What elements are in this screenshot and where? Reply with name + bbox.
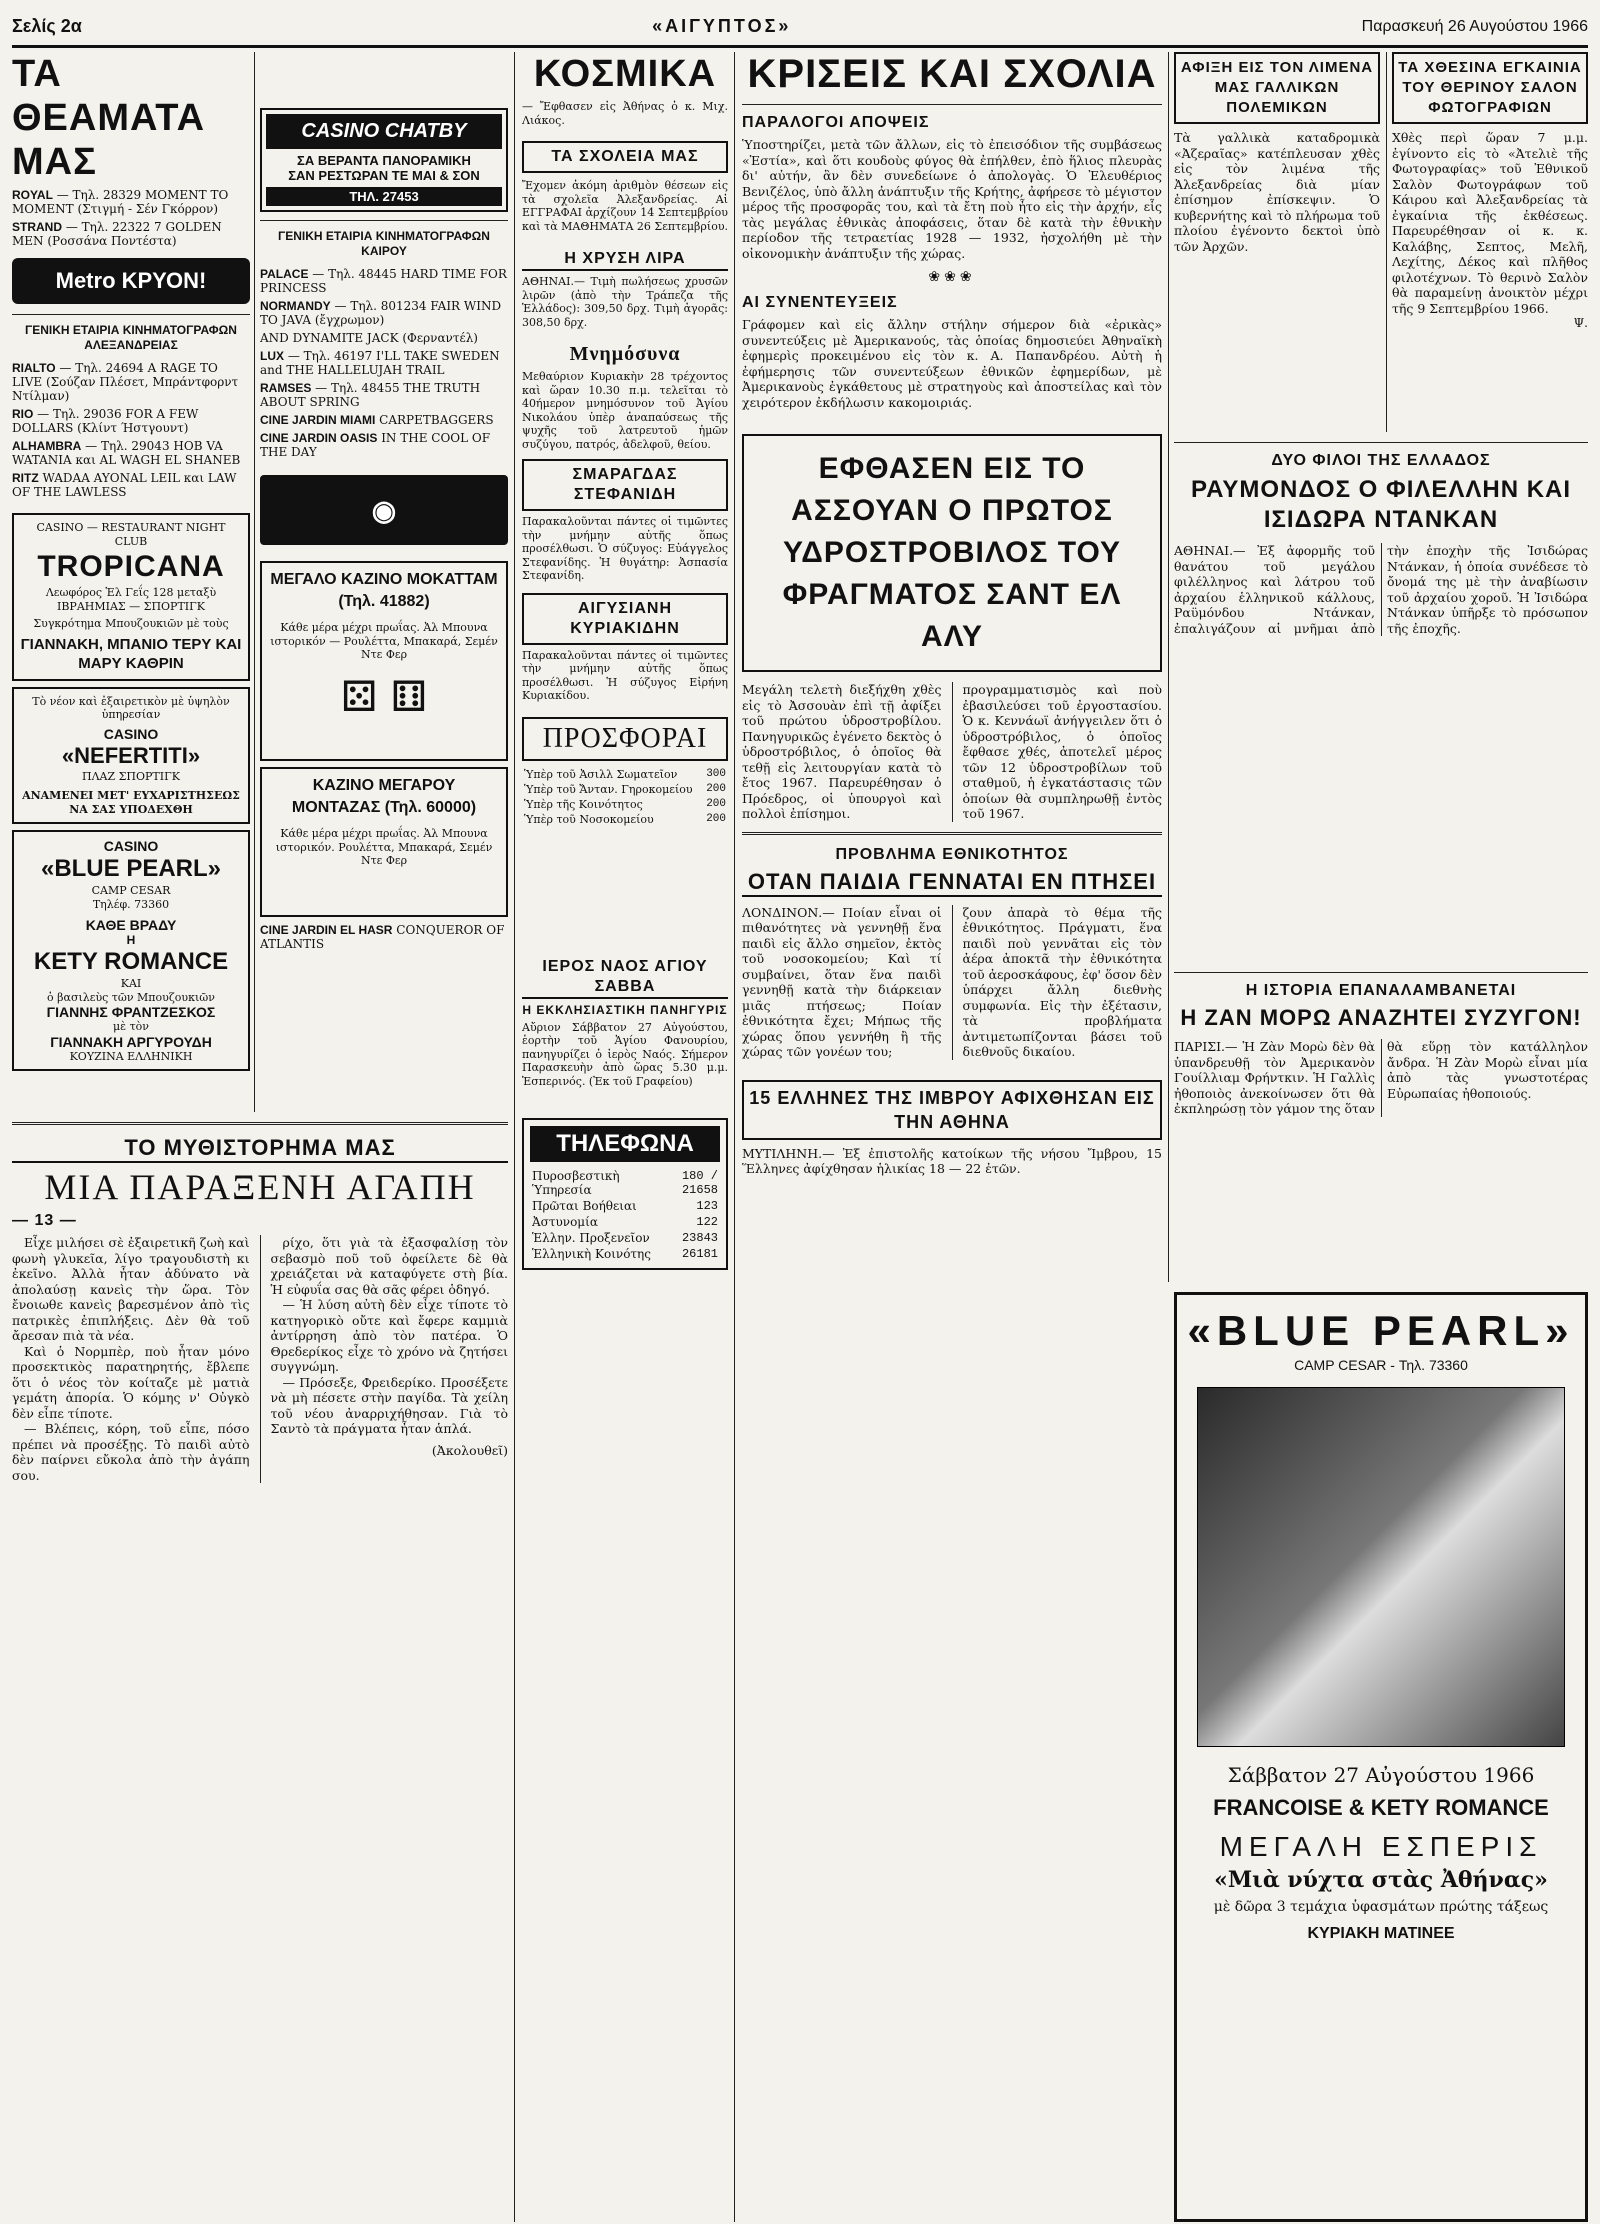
tropicana-name: TROPICANA [37, 550, 225, 583]
critiques-heading: ΚΡΙΣΕΙΣ ΚΑΙ ΣΧΟΛΙΑ [747, 52, 1157, 96]
novel-col-b: ρίχο, ὅτι γιὰ τὰ ἐξασφαλίσῃ τὸν σεβασμὸ ποῦ τοῦ ὀφείλετε δὲ θὰ χρειάζεται νὰ καταφύγετε στὴ βία. Ἡ εὐφυΐα σας θὰ σᾶς φέρει ὁδηγό. — Ἡ λύση αὐτὴ δὲν εἶχε τίποτε τὸ κατηγορικὸ οὔτε καὶ ἔφερε καμμιὰ ἀντίρρηση ἀπὸ τὸν πατέρα. Ὁ Θρεδερίκος εἶχε τὸ χρόνο νὰ ζητήσει συγγνώμη. — Πρόσεξε, Φρειδερίκο. Προσέξετε νὰ μὴ πέσετε στὴν παγίδα. Τὰ χείλη τοῦ νέου ἀναρριχήθησαν. Γιὰ τὸ Σαντὸ τὰ πράγματα ἦταν ἁπλά. (Ἀκολουθεῖ) [270, 1235, 508, 1458]
table-row: Ἑλληνικὴ Κοινότης 26181 [532, 1247, 718, 1261]
section-ornament: ❀❀❀ [928, 269, 976, 285]
gold-heading: Η ΧΡΥΣΗ ΛΙΡΑ [522, 249, 728, 271]
memorial-heading: Μνημόσυνα [569, 343, 681, 365]
column-critiques: ΚΡΙΣΕΙΣ ΚΑΙ ΣΧΟΛΙΑ ΠΑΡΑΛΟΓΟΙ ΑΠΟΨΕΙΣ Ὑποστηρίζει, μετὰ τῶν ἄλλων, εἰς τὸ ἐπεισόδιον τῆς συμβάσεως «Ἑστία», καὶ ὅτι κουδοὺς φύγος θὰ ἐπήλθεν, ἐπὸ ἥλιος πλευρὰς δι' αὐτήν, ἂν δὲν συνεδείωνε ὁ ἀπολογὰς. Ὁ Ἐλευθέριος Βενιζέλος, ὑπὸ ἄλλη ἀνάπτυξιν τῆς Κρήτης, ἀφήρεσε τὸ μέγιστον μέρος τῆς προσφορᾶς του, καὶ τὰ ἔτη ποὺ ἦτο εἰς τὴν ἀρχήν, εἷς τὰς μεγάλας ἐθνικὰς ἀποφάσεις, ὅταν δὲ κατὰ τὴν ἐθνικὴν περίοδον τῆς τετραετίας 1928 — 1932, ἠσχολήθη μὲ τὴν οἰκονομικὴν ἀνάπτυξιν τῆς χώρας. ❀❀❀ ΑΙ ΣΥΝΕΝΤΕΥΞΕΙΣ Γράφομεν καὶ εἰς ἄλλην στήλην σήμερον διὰ «ἐρικὰς» συνεντεύξεις μὲ Ἀμερικανούς, τὰς ὁποίας δημοσιεύει Ἀθηναϊκὴ ἐφημερὶς προκειμένου εἰς τὸν κ. Α. Παπανδρέου. Αὐτὴ ἡ ἐφήμερησις τῶν συνεντεύξεων ἐθνικῶν ἐφημερίδων, μὲ Ἀμερικανοὺς ἐγκάθετους μὲ στρατηγοὺς καὶ ἀποστείλας καὶ τὸν χειρότερον ἐκδήλωσιν κακομοιριάς. ΕΦΘΑΣΕΝ ΕΙΣ ΤΟ ΑΣΣΟΥΑΝ Ο ΠΡΩΤΟΣ ΥΔΡΟΣΤΡΟΒΙΛΟΣ ΤΟΥ ΦΡΑΓΜΑΤΟΣ ΣΑΝΤ ΕΛ ΑΛΥ Μεγάλη τελετὴ διεξήχθη χθὲς εἰς τὸ Ἀσσουὰν ἐπὶ τῇ ἀφίξει τοῦ πρώτου ὑδροστροβίλου. Πανηγυρικῶς ἐγένετο δεκτὸς ὁ ὑδροστρόβιλος, ὁ ὁποῖος θὰ τεθῇ εἰς λειτουργίαν κατὰ τὸ ἔτος 1967. Παρευρέθησαν ὁ Πρόεδρος, οἱ ὑπουργοὶ καὶ πολλοὶ ἐπίσημοι. προγραμματισμὸς καὶ ποὺ ἐβασιλεύσει τοῦ ἐργοστασίου. Ὁ κ. Κεννάωϊ ἀνήγγειλεν ὅτι ὁ ὑδροστρόβιλος, ὁ ὁποῖος ἔφθασε χθές, ἀποτελεῖ μέρος τῶν 12 ὑδροστροβίλων τοῦ σταθμοῦ, ἡ ἐγκατάστασις τῶν ὁποίων θὰ συμπληρωθῇ ἐντὸς τοῦ 1967. ΠΡΟΒΛΗΜΑ ΕΘΝΙΚΟΤΗΤΟΣ ΟΤΑΝ ΠΑΙΔΙΑ ΓΕΝΝΑΤΑΙ ΕΝ ΠΤΗΣΕΙ ΛΟΝΔΙΝΟΝ.— Ποίαν εἶναι οἱ πιθανότητες νὰ γεννηθῇ ἕνα παιδὶ εἰς ἄλλο σημεῖον, ἐκτὸς τοῦ νοσοκομείου; Καὶ τί συμβαίνει, ὅταν ἕνα παιδὶ γεννηθῇ κατὰ τὴν διάρκειαν μιᾶς πτήσεως; Ποίαν ἐθνικότητα ἔχει; Μήπως τῆς χώρας ὅπου γεννήθη ἢ τῆς χώρας τῶν γονέων του; ζουν ἀπαρὰ τὸ θέμα τῆς ἐθνικότητος. Πράγματι, ἕνα παιδὶ ποὺ γεννᾶται εἰς τὸν ἀέρα ἀποκτᾶ τὴν ἐθνικότητα τοῦ ἀεροσκάφους, ἐφ' ὅσον δὲν ὑπάρχει ἄλλη διεθνὴς συμφωνία. Εἰς τὴν ἐξέτασιν, τὰ προβλήματα ἀντιμετωπίζονται βάσει τοῦ διεθνοῦς δικαίου. 15 ΕΛΛΗΝΕΣ ΤΗΣ ΙΜΒΡΟΥ ΑΦΙΧΘΗΣΑΝ ΕΙΣ ΤΗΝ ΑΘΗΝΑ ΜΥΤΙΛΗΝΗ.— Ἐξ ἐπιστολῆς κατοίκων τῆς νήσου Ἴμβρου, 15 Ἕλληνες ἀφίχθησαν ἡλικίας 18 — 22 ἐτῶν. [742, 52, 1162, 1176]
problem-headline: ΟΤΑΝ ΠΑΙΔΙΑ ΓΕΝΝΑΤΑΙ ΕΝ ΠΤΗΣΕΙ [742, 869, 1162, 897]
friends-subheading: ΔΥΟ ΦΙΛΟΙ ΤΗΣ ΕΛΛΑΔΟΣ [1271, 452, 1491, 469]
mokattam-casino-ad: ΜΕΓΑΛΟ ΚΑΖΙΝΟ ΜΟΚΑΤΤΑΜ (Τηλ. 41882) Κάθε μέρα μέχρι πρωΐας. Ἀλ Μπουνα ιστορικόν — Ρουλέττα, Μπακαρά, Σεμέν Ντε Φερ ⚄ ⚅ [260, 561, 508, 761]
cinema-row: RITZ WADAA AYONAL LEIL και LAW OF THE LAWLESS [12, 471, 237, 499]
cinema-list-hasr [260, 923, 508, 951]
nefertiti-ad: Τὸ νέον καὶ ἐξαιρετικὸν μὲ ὑψηλὸν ὑπηρεσίαν CASINO «NEFERTITI» ΠΛΑΖ ΣΠΟΡΤΙΓΚ ΑΝΑΜΕΝΕΙ ΜΕΤ' ΕΥΧΑΡΙΣΤΗΣΕΩΣ ΝΑ ΣΑΣ ΥΠΟΔΕΧΘΗ [12, 687, 250, 825]
table-row: Πυροσβεστικὴ Ὑπηρεσία 180 / 21658 [532, 1169, 718, 1197]
friends-headline: ΡΑΥΜΟΝΔΟΣ Ο ΦΙΛΕΛΛΗΝ ΚΑΙ ΙΣΙΔΩΡΑ ΝΤΑΝΚΑΝ [1190, 476, 1572, 533]
table-row: Ὑπὲρ τῆς Κοινότητος 200 [524, 797, 726, 811]
cinema-row: LUX — Τηλ. 46197 I'LL TAKE SWEDEN and THE HALLELUJAH TRAIL [260, 349, 500, 377]
singer-photo [1197, 1387, 1565, 1747]
cinema-row: AND DYNAMITE JACK (Φερναντέλ) [260, 331, 478, 345]
bluepearl-ad-small: CASINO «BLUE PEARL» CAMP CESAR Τηλέφ. 73360 ΚΑΘΕ ΒΡΑΔΥ Η KETY ROMANCE ΚΑΙ ὁ βασιλεὺς τῶν Μπουζουκιῶν ΓΙΑΝΝΗΣ ΦΡΑΝΤΖΕΣΚΟΣ μὲ τὸν ΓΙΑΝΝΑΚΗ ΑΡΓΥΡΟΥΔΗ ΚΟΥΖΙΝΑ ΕΛΛΗΝΙΚΗ [12, 830, 250, 1071]
tropicana-ad: CASINO — RESTAURANT NIGHT CLUB TROPICANA Λεωφόρος Ἑλ Γεΐς 128 μεταξὺ ΙΒΡΑΗΜΙΑΣ — ΣΠΟΡΤΙΓΚ Συγκρότημα Μπουζουκιῶν μὲ τοὺς ΓΙΑΝΝΑΚΗ, ΜΠΑΝΙΟ ΤΕΡΥ ΚΑΙ ΜΑΡΥ ΚΑΘΡΙΝ [12, 513, 250, 681]
cinema-row: RIALTO — Τηλ. 24694 A RAGE TO LIVE (Σούζαν Πλέσετ, Μπράντφορντ Ντίλμαν) [12, 361, 239, 403]
cinema-list-alex [12, 361, 250, 499]
table-row: Ὑπὲρ τοῦ Ἄνταν. Γηροκομείου 200 [524, 782, 726, 796]
novel-title: ΜΙΑ ΠΑΡΑΞΕΝΗ ΑΓΑΠΗ [44, 1167, 476, 1207]
kyriakidou-name: ΑΙΓΥΣΙΑΝΗ ΚΥΡΙΑΚΙΔΗΝ [522, 593, 728, 645]
dice-icon: ⚄ ⚅ [340, 671, 428, 721]
phones-heading: ΤΗΛΕΦΩΝΑ [530, 1126, 720, 1162]
metro-ad: Metro ΚΡΥΟΝ! [12, 258, 250, 304]
novel-col-a: Εἶχε μιλήσει σὲ ἐξαιρετικῆ ζωὴ καὶ φωνὴ γλυκεῖα, λίγο τραγουδιστὴ κι ἐκεῖνο. Ἀλλὰ ἦταν ἀδύνατο νὰ ἀπολαύσῃ κανεὶς τὴν ὥρα. Τὸν ἔνοιωθε κανεὶς βαρεσμένον ἀπὸ τὶς πατρικὲς ἐπιπλήξεις. Δὲν θὰ τοῦ ἄρεσαν πιὰ τὰ νέα. Καὶ ὁ Νορμπὲρ, ποὺ ἦταν μόνο προσεκτικὸς παρατηρητής, ἔβλεπε ὅτι ὁ νέος τὸν κοίταζε μὲ ματιὰ γεμάτη ἀπορία. Ὁ κόμης ν' Οὐγκὸ δὲν εἶπε τίποτε. — Βλέπεις, κόρη, τοῦ εἶπε, πόσο πρέπει νὰ προσέξῃς. Τὸ παιδὶ αὐτὸ δὲν παίρνει εὔκολα ἀπὸ τὴν ἀγάπη σου. [12, 1235, 250, 1483]
novel-heading: ΤΟ ΜΥΘΙΣΤΟΡΗΜΑ ΜΑΣ [12, 1135, 508, 1163]
cinema-row: RIO — Τηλ. 29036 FOR A FEW DOLLARS (Κλίντ Ήστγουντ) [12, 407, 199, 435]
chatby-ad: CASINO CHATBY ΣΑ ΒΕΡΑΝΤΑ ΠΑΝΟΡΑΜΙΚΗ ΣΑΝ ΡΕΣΤΩΡΑΝ ΤΕ ΜΑΙ & ΣΟΝ ΤΗΛ. 27453 [260, 108, 508, 212]
photo-salon-headline: ΤΑ ΧΘΕΣΙΝΑ ΕΓΚΑΙΝΙΑ ΤΟΥ ΘΕΡΙΝΟΥ ΣΑΛΟΝ ΦΩΤΟΓΡΑΦΙΩΝ [1392, 52, 1588, 124]
column-photo-salon: ΤΑ ΧΘΕΣΙΝΑ ΕΓΚΑΙΝΙΑ ΤΟΥ ΘΕΡΙΝΟΥ ΣΑΛΟΝ ΦΩΤΟΓΡΑΦΙΩΝ Χθὲς περὶ ὥραν 7 μ.μ. ἐγίνοντο εἰς τὸ «Ἀτελιὲ τῆς Φωτογραφίας» τοῦ Ἐθνικοῦ Σαλὸν Φωτογράφων τοῦ Κάιρου καὶ Ἀλεξανδρείας τὰ ἐγκαίνια τῆς ἐκθέσεως. Παρευρέθησαν οἱ κ. κ. Καλάβης, Σεπτος, Μελῆ, Λεχίτης, Δέκος καὶ πλῆθος φιλοτέχνων. Τὸ θερινὸ Σαλὸν θὰ παραμείνῃ ἀνοικτὸν μέχρι τῆς 9 Σεπτεμβρίου 1966. Ψ. [1392, 52, 1588, 432]
page-number: Σελίς 2α [12, 16, 82, 36]
moreau-headline: Η ΖΑΝ ΜΟΡΩ ΑΝΑΖΗΤΕΙ ΣΥΖΥΓΟΝ! [1180, 1005, 1582, 1030]
cinema-row: ALHAMBRA — Τηλ. 29043 HOB VA WATANIA και AL WAGH EL SHANEB [12, 439, 241, 467]
imvros-headline: 15 ΕΛΛΗΝΕΣ ΤΗΣ ΙΜΒΡΟΥ ΑΦΙΧΘΗΣΑΝ ΕΙΣ ΤΗΝ ΑΘΗΝΑ [742, 1080, 1162, 1140]
columns [12, 52, 1588, 2222]
cinema-list-cairo [260, 267, 508, 459]
cairo-company-heading: ΓΕΝΙΚΗ ΕΤΑΙΡΙΑ ΚΙΝΗΜΑΤΟΓΡΑΦΩΝ ΚΑΙΡΟΥ [278, 229, 490, 258]
opera-ad-graphic [260, 475, 508, 545]
cinema-list-top [12, 188, 250, 248]
offerings-table [522, 767, 728, 827]
montaza-casino-ad: ΚΑΖΙΝΟ ΜΕΓΑΡΟΥ ΜΟΝΤΑΖΑΣ (Τηλ. 60000) Κάθε μέρα μέχρι πρωΐας. Ἀλ Μπουνα ιστορικόν. Ρουλέττα, Μπακαρά, Σεμέν Ντε Φερ [260, 767, 508, 917]
novel-section [12, 1112, 508, 2222]
stefanidi-name: ΣΜΑΡΑΓΔΑΣ ΣΤΕΦΑΝΙΔΗ [522, 459, 728, 511]
church-heading: ΙΕΡΟΣ ΝΑΟΣ ΑΓΙΟΥ ΣΑΒΒΑ [522, 957, 728, 999]
opera-logo-icon: ◉ [371, 494, 397, 526]
cinema-row: CINE JARDIN EL HASR CONQUEROR OF ATLANTIS [260, 923, 505, 951]
assouan-headline: ΕΦΘΑΣΕΝ ΕΙΣ ΤΟ ΑΣΣΟΥΑΝ Ο ΠΡΩΤΟΣ ΥΔΡΟΣΤΡΟΒΙΛΟΣ ΤΟΥ ΦΡΑΓΜΑΤΟΣ ΣΑΝΤ ΕΛ ΑΛΥ [742, 434, 1162, 672]
bluepearl-ad-large: «BLUE PEARL» CAMP CESAR - Τηλ. 73360 Σάββατον 27 Αὐγούστου 1966 FRANCOISE & KETY ROMANCE ΜΕΓΑΛΗ ΕΣΠΕΡΙΣ «Μιὰ νύχτα στὰς Ἀθήνας» μὲ δῶρα 3 τεμάχια ὑφασμάτων πρώτης τάξεως ΚΥΡΙΑΚΗ ΜΑΤΙΝΕΕ [1174, 1292, 1588, 2222]
table-row: Ἀστυνομία 122 [532, 1215, 718, 1229]
cinema-row: CINE JARDIN OASIS IN THE COOL OF THE DAY [260, 431, 491, 459]
schools-heading: ΤΑ ΣΧΟΛΕΙΑ ΜΑΣ [522, 141, 728, 173]
arrival-headline: ΑΦΙΞΗ ΕΙΣ ΤΟΝ ΛΙΜΕΝΑ ΜΑΣ ΓΑΛΛΙΚΩΝ ΠΟΛΕΜΙΚΩΝ [1174, 52, 1380, 124]
newspaper-name: «ΑΙΓΥΠΤΟΣ» [652, 16, 792, 36]
masthead [12, 8, 1588, 48]
theaters-heading: ΤΑ ΘΕΑΜΑΤΑ ΜΑΣ [12, 53, 206, 183]
cinema-row: STRAND — Τηλ. 22322 7 GOLDEN MEN (Ρoσσάνα Ποντέστα) [12, 220, 222, 248]
table-row: Ὑπὲρ τοῦ Ἀσιλλ Σωματεῖον 300 [524, 767, 726, 781]
table-row: Ὑπὲρ τοῦ Νοσοκομείου 200 [524, 812, 726, 826]
parallogoi-heading: ΠΑΡΑΛΟΓΟΙ ΑΠΟΨΕΙΣ [742, 114, 930, 131]
offerings-heading: ΠΡΟΣΦΟΡΑΙ [522, 717, 728, 761]
cinema-row: CINE JARDIN MIAMI CARPETBAGGERS [260, 413, 494, 427]
phones-box [522, 1118, 728, 1270]
cinema-row: ROYAL — Τηλ. 28329 MOMENT TO MOMENT (Στιγμή - Σέν Γκόρρον) [12, 188, 229, 216]
moreau-section: Η ΙΣΤΟΡΙΑ ΕΠΑΝΑΛΑΜΒΑΝΕΤΑΙ Η ΖΑΝ ΜΟΡΩ ΑΝΑΖΗΤΕΙ ΣΥΖΥΓΟΝ! ΠΑΡΙΣΙ.— Ἡ Ζὰν Μορὼ δὲν θὰ ὑπανδρευθῇ τὸν Ἀμερικανὸν Γουίλλιαμ Φρήντκιν. Ἡ Γαλλὶς ἠθοποιὸς ἀνεκοίνωσεν ὅτι θὰ ἐκπληρώσῃ τὸν γάμον της ὅταν θὰ εὕρῃ τὸν κατάλληλον ἄνδρα. Ἡ Ζὰν Μορὼ εἶναι μία ἀπὸ τὰς γνωστοτέρας Εὐρωπαίας ἠθοποιούς. [1174, 972, 1588, 1272]
phones-table [530, 1168, 720, 1262]
alex-company-heading: ΓΕΝΙΚΗ ΕΤΑΙΡΙΑ ΚΙΝΗΜΑΤΟΓΡΑΦΩΝ ΑΛΕΞΑΝΔΡΕΙΑΣ [25, 323, 237, 352]
issue-date: Παρασκευή 26 Αυγούστου 1966 [1361, 17, 1588, 35]
column-social: ΚΟΣΜΙΚΑ — Ἔφθασεν εἰς Ἀθήνας ὁ κ. Μιχ. Λιάκος. ΤΑ ΣΧΟΛΕΙΑ ΜΑΣ Ἔχομεν ἀκόμη ἀριθμὸν θέσεων εἰς τὰ σχολεῖα Ἀλεξανδρείας. Αἱ ΕΓΓΡΑΦΑΙ ἀρχίζουν 14 Σεπτεμβρίου καὶ τὰ ΜΑΘΗΜΑΤΑ 26 Σεπτεμβρίου. Η ΧΡΥΣΗ ΛΙΡΑ ΑΘΗΝΑΙ.— Τιμὴ πωλήσεως χρυσῶν λιρῶν (ἀπὸ τὴν Τράπεζα τῆς Ἑλλάδος): 309,50 δρχ. Τιμὴ ἀγορᾶς: 308,50 δρχ. Μνημόσυνα Μεθαύριον Κυριακὴν 28 τρέχοντος καὶ ὥραν 10.30 π.μ. τελεῖται τὸ 40ήμερον μνημόσυνον τοῦ Ἀγίου Νικολάου ὑπὲρ ἀναπαύσεως τῆς ψυχῆς τοῦ λατρευτοῦ ἡμῶν συζύγου, πατρός, ἀδελφοῦ, θείου. ΣΜΑΡΑΓΔΑΣ ΣΤΕΦΑΝΙΔΗ Παρακαλοῦνται πάντες οἱ τιμῶντες τὴν μνήμην αὐτῆς ὅπως προσέλθωσι. Ὁ σύζυγος: Εὐάγγελος Στεφανίδης. Ἡ θυγάτηρ: Ἀσπασία Στεφανίδη. ΑΙΓΥΣΙΑΝΗ ΚΥΡΙΑΚΙΔΗΝ Παρακαλοῦνται πάντες οἱ τιμῶντες τὴν μνήμην αὐτῆς ὅπως προσέλθωσι. Ἡ σύζυγος Εἰρήνη Κυριακίδου. ΠΡΟΣΦΟΡΑΙ Ὑπὲρ τοῦ Ἀσιλλ Σωματεῖον 300 Ὑπὲρ τοῦ Ἄνταν. Γηροκομείου 200 Ὑπὲρ τῆς Κοινότητος 200 Ὑπὲρ τοῦ Νοσοκομείου 200 ΙΕΡΟΣ ΝΑΟΣ ΑΓΙΟΥ ΣΑΒΒΑ Η ΕΚΚΛΗΣΙΑΣΤΙΚΗ ΠΑΝΗΓΥΡΙΣ Αὔριον Σάββατον 27 Αὐγούστου, ἑορτὴν τοῦ Ἁγίου Φανουρίου, πανηγυρίζει ὁ ἱερὸς Ναός. Σήμερον Παρασκευὴν ἀπὸ ὥρας 5.30 μ.μ. Ἑσπερινός. (Ἐκ τοῦ Γραφείου) ΤΗΛΕΦΩΝΑ Πυροσβεστικὴ Ὑπηρεσία 180 / 21658 Πρῶται Βοήθειαι 123 Ἀστυνομία 122 Ἑλλην. Προξενεῖον 23843 Ἑλληνικὴ Κοινότης 26181 [522, 52, 728, 2222]
bluepearl-ad-name: «BLUE PEARL» [1187, 1307, 1575, 1354]
cinema-row: PALACE — Τηλ. 48445 HARD TIME FOR PRINCESS [260, 267, 507, 295]
moreau-subheading: Η ΙΣΤΟΡΙΑ ΕΠΑΝΑΛΑΜΒΑΝΕΤΑΙ [1245, 982, 1517, 999]
novel-continued: (Ἀκολουθεῖ) [431, 1442, 508, 1458]
social-heading: ΚΟΣΜΙΚΑ [533, 53, 717, 95]
cinema-row: RAMSES — Τηλ. 48455 THE TRUTH ABOUT SPRING [260, 381, 481, 409]
table-row: Πρῶται Βοήθειαι 123 [532, 1199, 718, 1213]
novel-part: — 13 — [12, 1212, 77, 1229]
synentefxeis-heading: ΑΙ ΣΥΝΕΝΤΕΥΞΕΙΣ [742, 294, 898, 311]
cinema-row: NORMANDY — Τηλ. 801234 FAIR WIND TO JAVA (ἔγχρωμον) [260, 299, 502, 327]
nefertiti-name: «NEFERTITI» [61, 742, 201, 768]
problem-subheading: ΠΡΟΒΛΗΜΑ ΕΘΝΙΚΟΤΗΤΟΣ [835, 845, 1069, 863]
table-row: Ἑλλην. Προξενεῖον 23843 [532, 1231, 718, 1245]
friends-section: ΔΥΟ ΦΙΛΟΙ ΤΗΣ ΕΛΛΑΔΟΣ ΡΑΥΜΟΝΔΟΣ Ο ΦΙΛΕΛΛΗΝ ΚΑΙ ΙΣΙΔΩΡΑ ΝΤΑΝΚΑΝ ΑΘΗΝΑΙ.— Ἐξ ἀφορμῆς τοῦ θανάτου τοῦ μεγάλου φιλέλληνος καὶ λάτρου τοῦ ἀρχαίου ἑλληνικοῦ κάλλους, Ραϋμόνδου Ντάνκαν, ἐπαλιγάζουν αἱ μνῆμαι ἀπὸ τὴν ἐποχὴν τῆς Ἰσιδώρας Ντάνκαν, ἡ ὁποία συνέδεσε τὸ ὄνομά της μὲ τὴν ἀναβίωσιν τοῦ ἀρχαίου χοροῦ. Ἡ Ἰσιδώρα Ντάνκαν ὑπῆρξε τὸ πρόσωπον τῆς ἐποχῆς. [1174, 442, 1588, 962]
column-news-right: ΑΦΙΞΗ ΕΙΣ ΤΟΝ ΛΙΜΕΝΑ ΜΑΣ ΓΑΛΛΙΚΩΝ ΠΟΛΕΜΙΚΩΝ Τὰ γαλλικὰ καταδρομικὰ «Ἀζεραῖας» κατέπλευσαν χθὲς εἰς τὸν λιμένα τῆς Ἀλεξανδρείας διὰ μίαν ἐπίσημον ἐπίσκεψιν. Ὁ κυβερνήτης καὶ τὸ πλήρωμα τοῦ πλοίου ἐγένοντο δεκτοὶ ὑπὸ τῶν Ἀρχῶν. [1174, 52, 1380, 2222]
